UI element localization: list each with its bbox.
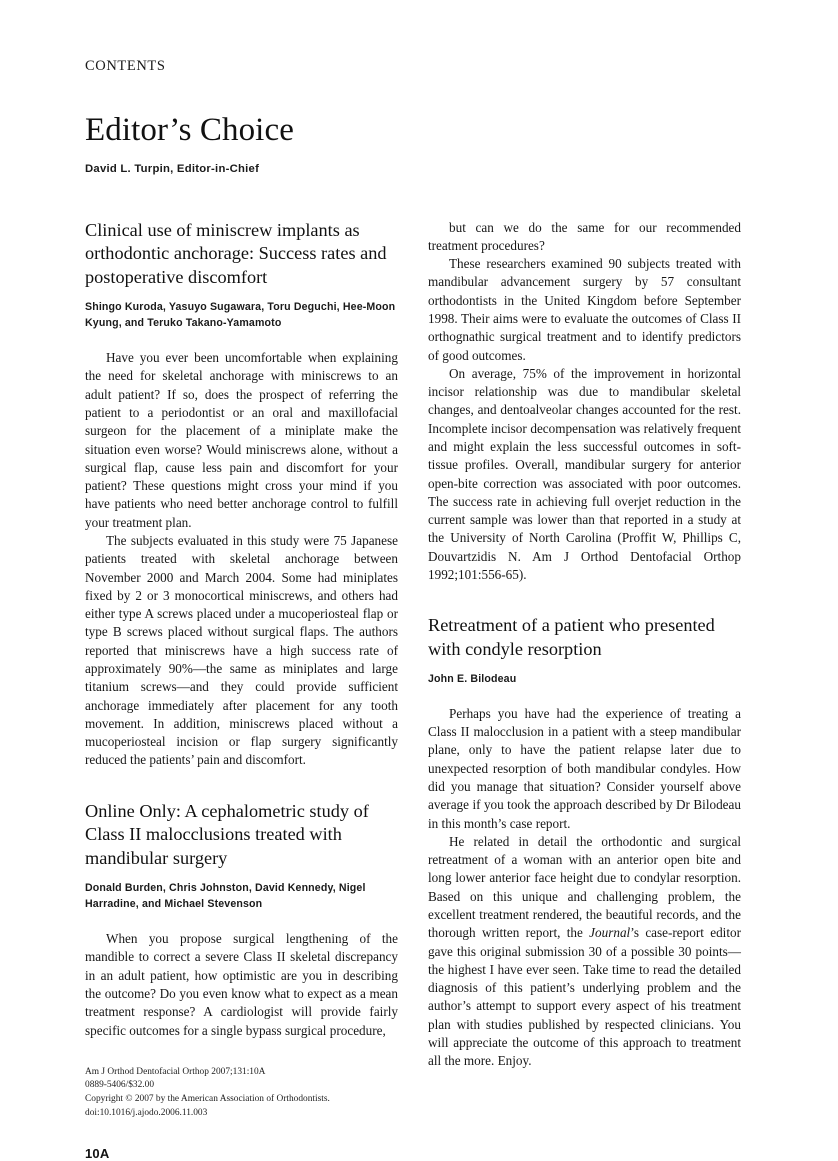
article-title: Retreatment of a patient who presented with condyle resorption bbox=[428, 615, 715, 660]
footnote-copyright: Copyright © 2007 by the American Association of Orthodontists. bbox=[85, 1094, 330, 1105]
article-miniscrew-implants bbox=[85, 219, 398, 770]
article-paragraph: Have you ever been uncomfortable when explaining the need for skeletal anchorage with miniscrews to an adult patient? If so, does the prospect of referring the patient to a periodontist or an oral and maxillofacial surgeon for the placement of a miniplate make the situation even worse? Would miniscrews alone, without a surgical flap, cause less pain and discomfort for your patient? These questions might cross your mind if you have patients who need better anchorage control to fulfill your treatment plan. bbox=[85, 350, 398, 530]
final-paragraph-part2: ’s case-report editor gave this original submission 30 of a possible 30 points—the highest I have ever seen. Take time to read the detailed diagnosis of this patient’s underlying problem and the author’s attempt to support every aspect of his treatment plan with studies published by respected clinicians. You will appreciate the outcome of this approach to treatment all the more. Enjoy. bbox=[428, 925, 741, 1069]
article-title: Online Only: A cephalometric study of Class II malocclusions treated with mandibular surgery bbox=[85, 800, 369, 869]
article-byline: John E. Bilodeau bbox=[428, 672, 517, 685]
article-paragraph: These researchers examined 90 subjects treated with mandibular advancement surgery by 57 consultant orthodontists in the United Kingdom before September 1998. Their aims were to evaluate the outcomes of Class II orthognathic surgical treatment and to identify predictors of good outcomes. bbox=[428, 256, 741, 363]
article-paragraph: When you propose surgical lengthening of the mandible to correct a severe Class II skeletal discrepancy in an adult patient, how optimistic are you in describing the outcome? Do you even know what to expect as a mean treatment response? A cardiologist will provide fairly specific outcomes for a single bypass surgical procedure, bbox=[85, 931, 398, 1038]
page-content bbox=[85, 58, 757, 1161]
footnote-citation: Am J Orthod Dentofacial Orthop 2007;131:10A bbox=[85, 1066, 266, 1077]
article-condyle-resorption bbox=[428, 614, 741, 1070]
article-byline: Shingo Kuroda, Yasuyo Sugawara, Toru Deguchi, Hee-Moon Kyung, and Teruko Takano-Yamamoto bbox=[85, 300, 396, 330]
article-paragraph: but can we do the same for our recommended treatment procedures? bbox=[428, 219, 741, 253]
footnote-issn-price: 0889-5406/$32.00 bbox=[85, 1080, 155, 1091]
final-paragraph-part1: He related in detail the orthodontic and surgical retreatment of a woman with an anterior open bite and long lower anterior face height due to condylar resorption. Based on this unique and challenging problem, the excellent treatment rendered, the beautiful records, and the thorough written report, the bbox=[428, 833, 741, 941]
article-title: Clinical use of miniscrew implants as orthodontic anchorage: Success rates and postoperative discomfort bbox=[85, 219, 387, 288]
footnote-block bbox=[85, 1066, 398, 1121]
article-paragraph: Perhaps you have had the experience of treating a Class II malocclusion in a patient with a steep mandibular plane, only to have the patient relapse later due to unexpected resorption of both mandibular condyles. How did you manage that situation? Consider yourself above average if you took the approach described by Dr Bilodeau in this month’s case report. bbox=[428, 705, 741, 831]
article-cephalometric-study-continued bbox=[428, 219, 741, 585]
page-title: Editor’s Choice bbox=[85, 112, 294, 148]
article-byline: Donald Burden, Chris Johnston, David Kennedy, Nigel Harradine, and Michael Stevenson bbox=[85, 881, 366, 911]
article-paragraph-final bbox=[428, 833, 741, 1071]
page-folio: 10A bbox=[85, 1146, 110, 1161]
journal-italic-word: Journal bbox=[589, 925, 631, 941]
editor-in-chief-line: David L. Turpin, Editor-in-Chief bbox=[85, 162, 260, 175]
article-paragraph: The subjects evaluated in this study were 75 Japanese patients treated with skeletal anchorage between November 2000 and March 2004. Some had miniplates fixed by 2 or 3 monocortical miniscrews, and others had either type A screws placed under a mucoperiosteal flap or type B screws placed without surgical flaps. The authors reported that miniscrews have a high success rate of approximately 90%—the same as miniplates and large titanium screws—and they could provide sufficient anchorage immediately after placement for any tooth movement. In addition, miniscrews placed without a mucoperiosteal incision or flap surgery significantly reduced the patients’ pain and discomfort. bbox=[85, 532, 398, 768]
right-column bbox=[428, 219, 741, 1071]
contents-label: CONTENTS bbox=[85, 58, 166, 74]
left-column bbox=[85, 219, 398, 1161]
article-paragraph: On average, 75% of the improvement in horizontal incisor relationship was due to mandibular skeletal changes, and dentoalveolar changes accounted for the rest. Incomplete incisor decompensation was relatively frequent and might explain the less successful outcomes in soft-tissue profiles. Overall, mandibular surgery for anterior open-bite correction was associated with poor outcomes. The success rate in achieving full overjet reduction in the current sample was lower than that reported in a study at the University of North Carolina (Proffit W, Phillips C, Douvartzidis N. Am J Orthod Dentofacial Orthop 1992;101:556-65). bbox=[428, 365, 741, 582]
article-cephalometric-study bbox=[85, 800, 398, 1040]
footnote-doi: doi:10.1016/j.ajodo.2006.11.003 bbox=[85, 1107, 208, 1118]
